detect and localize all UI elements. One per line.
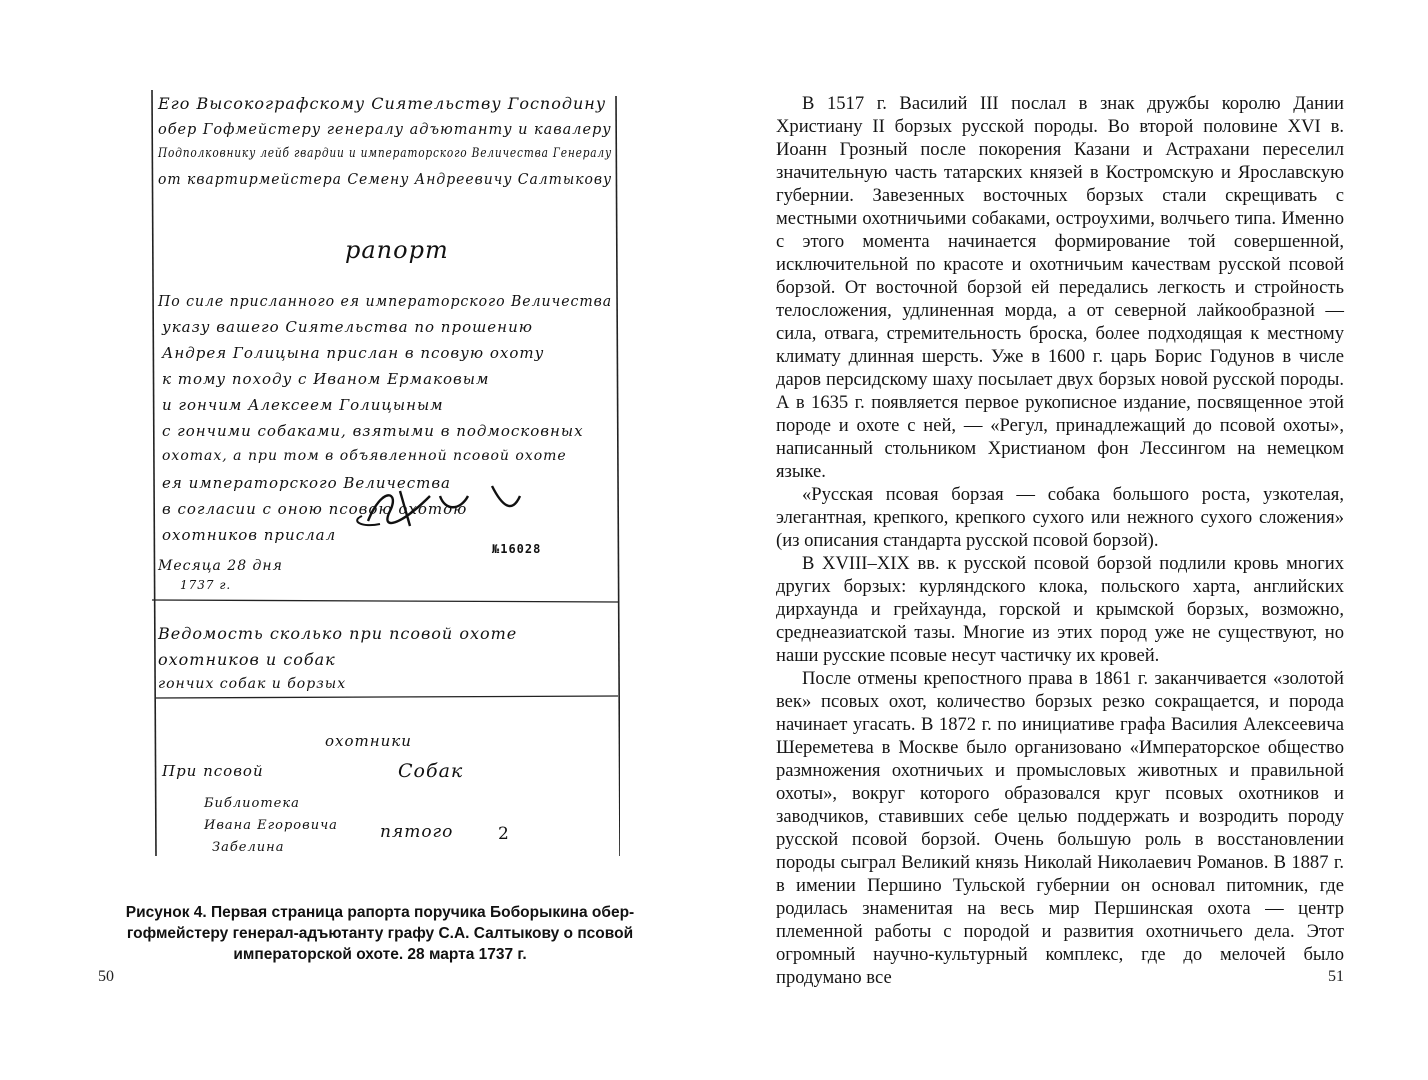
manuscript-body-line: и гончим Алексеем Голицыным xyxy=(162,396,444,414)
manuscript-body-line: Андрея Голицына прислан в псовую охоту xyxy=(162,344,545,362)
manuscript-body-line: с гончими собаками, взятыми в подмосковных xyxy=(162,422,584,440)
manuscript-list-header: охотники xyxy=(325,732,412,750)
library-stamp-line: Забелина xyxy=(212,840,285,855)
paragraph: В 1517 г. Василий III послал в знак дружбы королю Дании Христиану II борзых русской породы. Во второй половине XVI в. Иоанн Грозный после покорения Казани и Астрахани переселил значительную часть татарских князей в Костромскую и Ярославскую губернии. Завезенных восточных борзых стали скрещивать с местными охотничьими собаками, остроухими, волчьего типа. Именно с этого момента начинается формирование той совершенной, исключительной по красоте и охотничьим качествам русской псовой борзой. От восточной борзой ей передались легкость и стройность телосложения, удлиненная морда, а от северной лайкообразной — сила, отвага, стремительность броска, более подходящая к местному климату длинная шерсть. Уже в 1600 г. царь Борис Годунов в числе даров персидскому шаху посылает двух борзых новой русской породы. А в 1635 г. появляется первое рукописное издание, посвященное этой породе и охоте с ней, — «Регул, принадлежащий до псовой охоты», написанный стольником Христианом фон Лессингом на немецком языке. xyxy=(776,93,1344,482)
right-page xyxy=(714,0,1428,1080)
manuscript-list-line: гончих собак и борзых xyxy=(158,676,347,692)
body-text xyxy=(776,92,1344,989)
page-number-right: 51 xyxy=(1328,968,1344,985)
library-stamp-line: Библиотека xyxy=(204,796,300,811)
manuscript-header-line: обер Гофмейстеру генералу адъютанту и кавалеру xyxy=(158,120,612,138)
manuscript-facsimile xyxy=(100,66,620,866)
manuscript-list-line: охотников и собак xyxy=(158,650,336,669)
manuscript-body-line: охотах, а при том в объявленной псовой охоте xyxy=(162,448,567,464)
manuscript-list-column: пятого xyxy=(380,822,454,842)
manuscript-list-column: При псовой xyxy=(162,762,264,780)
manuscript-date-line: 1737 г. xyxy=(180,578,232,592)
archive-stamp: №16028 xyxy=(492,542,542,556)
manuscript-body-line: в согласии с оною псовою охотою xyxy=(162,500,468,518)
library-stamp-line: Ивана Егоровича xyxy=(204,818,338,833)
manuscript-header-line: Его Высокографскому Сиятельству Господину xyxy=(158,94,607,113)
manuscript-list-line: Ведомость сколько при псовой охоте xyxy=(158,624,518,643)
manuscript-title: рапорт xyxy=(345,236,449,264)
manuscript-body-line: охотников прислал xyxy=(162,526,337,544)
manuscript-body-line: ея императорского Величества xyxy=(162,474,451,492)
manuscript-body-line: к тому походу с Иваном Ермаковым xyxy=(162,370,490,388)
manuscript-body-line: По силе присланного ея императорского Величества xyxy=(158,292,613,310)
figure-caption: Рисунок 4. Первая страница рапорта поручика Боборыкина обер-гофмейстеру генерал-адъютанту графу С.А. Салтыкову о псовой императорской охоте. 28 марта 1737 г. xyxy=(125,904,635,963)
manuscript-list-column: Собак xyxy=(398,760,464,782)
manuscript-list-column: 2 xyxy=(498,824,510,844)
page-number-left: 50 xyxy=(98,968,114,985)
manuscript-header-line: от квартирмейстера Семену Андреевичу Салтыкову xyxy=(158,172,613,188)
paragraph: После отмены крепостного права в 1861 г. заканчивается «золотой век» псовых охот, количество борзых резко сокращается, и порода начинает угасать. В 1872 г. по инициативе графа Василия Алексеевича Шереметева в Москве было организовано «Императорское общество размножения охотничьих и промысловых животных и правильной охоты», вокруг которого образовался круг псовых охотников и заводчиков, ставивших себе целью поддержать и возродить породу русской псовой борзой. Очень большую роль в восстановлении породы сыграл Великий князь Николай Николаевич Романов. В 1887 г. в имении Першино Тульской губернии он основал питомник, где родилась знаменитая на весь мир Першинская охота — центр племенной работы с породой и развития охотничьего дела. Этот огромный научно-культурный комплекс, где до мелочей было продумано все xyxy=(776,668,1344,988)
manuscript-date-line: Месяца 28 дня xyxy=(158,558,283,574)
manuscript-body-line: указу вашего Сиятельства по прошению xyxy=(162,318,533,336)
paragraph: В XVIII–XIX вв. к русской псовой борзой подлили кровь многих других борзых: курляндского клока, польского харта, английских дирхаунда и грейхаунда, горской и крымской борзых, возможно, среднеазиатской тазы. Многие из этих пород уже не существуют, но наши русские псовые несут частичку их кровей. xyxy=(776,553,1344,666)
paragraph: «Русская псовая борзая — собака большого роста, узкотелая, элегантная, крепкого, крепкого сухого или нежного сухого сложения» (из описания стандарта русской псовой борзой). xyxy=(776,484,1344,551)
manuscript-header-line: Подполковнику лейб гвардии и императорского Величества Генералу xyxy=(158,146,612,161)
